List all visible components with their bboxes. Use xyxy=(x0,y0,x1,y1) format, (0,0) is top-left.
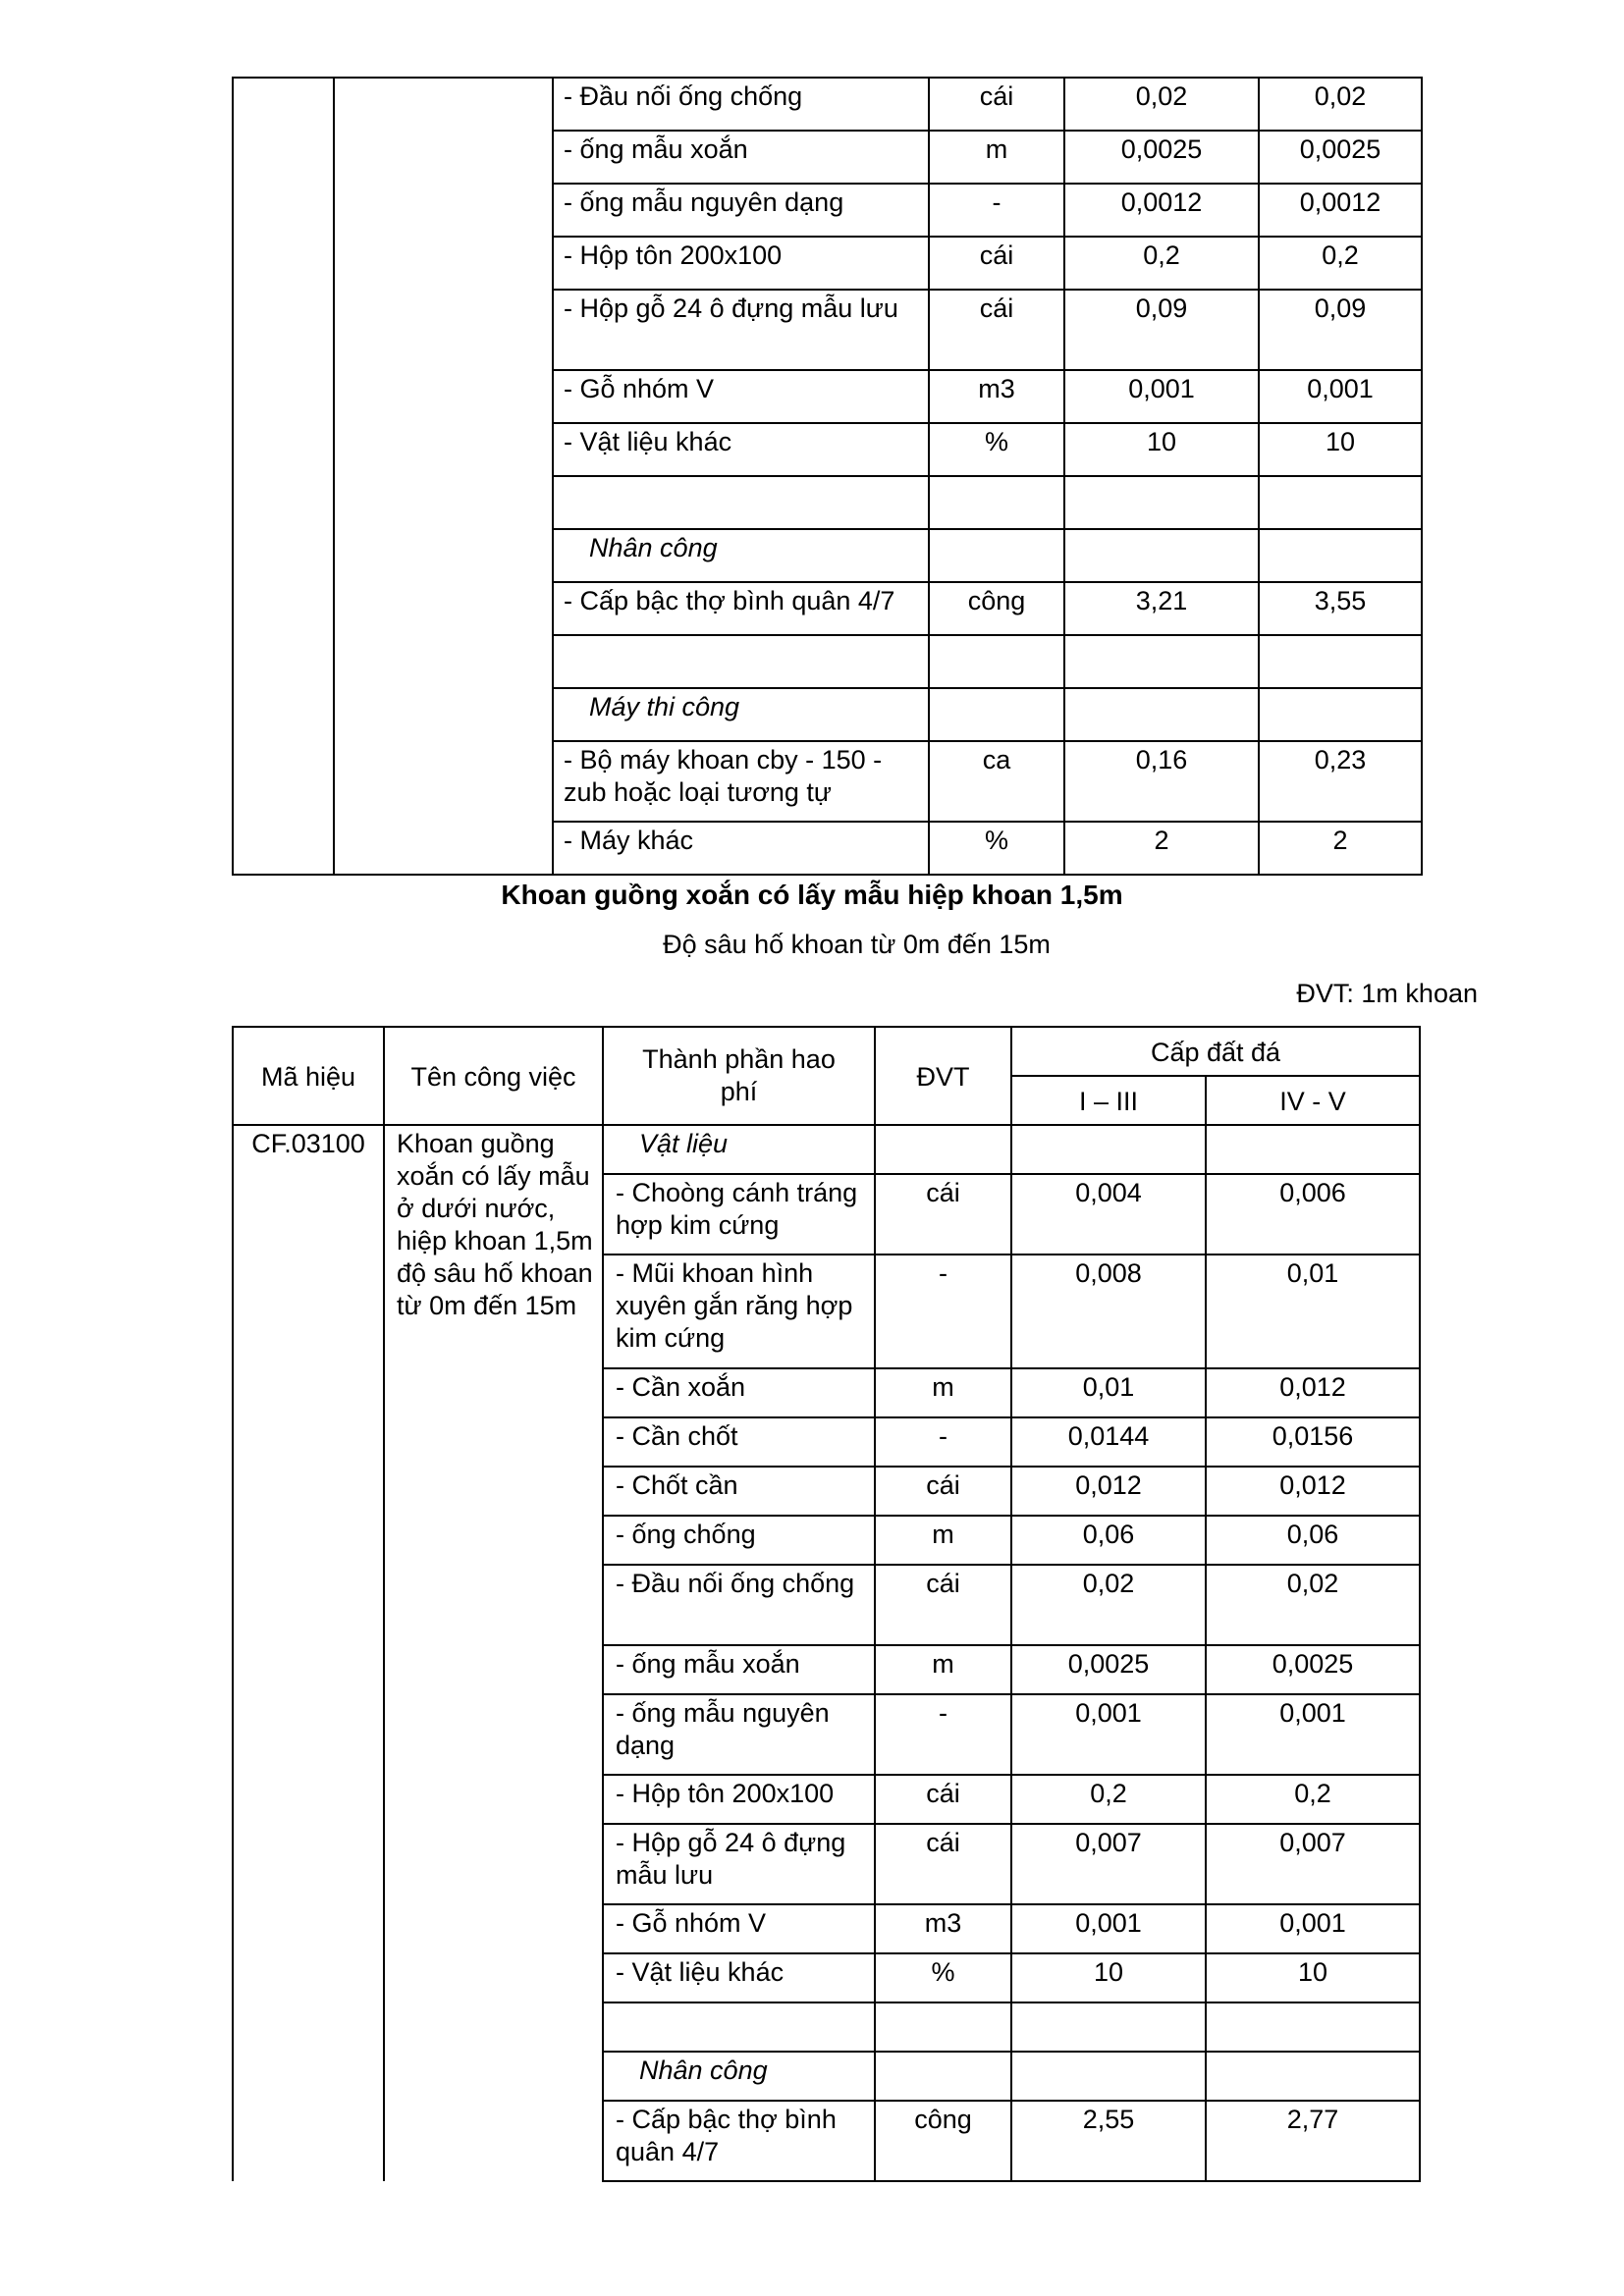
table-row xyxy=(233,370,1422,423)
component-cell: - Máy khác xyxy=(553,822,929,875)
value-cell: 2 xyxy=(1259,822,1422,875)
value-cell: 0,06 xyxy=(1206,1516,1420,1565)
component-cell: - Gỗ nhóm V xyxy=(603,1904,875,1953)
unit-cell: cái xyxy=(875,1824,1011,1904)
value-cell: 0,2 xyxy=(1259,237,1422,290)
unit-cell xyxy=(929,476,1064,529)
component-cell xyxy=(553,635,929,688)
unit-cell: - xyxy=(929,184,1064,237)
code-cell xyxy=(233,529,334,582)
code-cell xyxy=(233,237,334,290)
unit-cell: cái xyxy=(929,237,1064,290)
value-cell: 10 xyxy=(1011,1953,1206,2002)
code-cell xyxy=(233,78,334,131)
value-cell: 2,77 xyxy=(1206,2101,1420,2181)
unit-cell xyxy=(875,2002,1011,2052)
component-cell: - Hộp tôn 200x100 xyxy=(553,237,929,290)
value-cell: 0,0025 xyxy=(1259,131,1422,184)
value-cell: 0,02 xyxy=(1259,78,1422,131)
code-cell xyxy=(233,476,334,529)
unit-cell: m xyxy=(875,1368,1011,1417)
value-cell xyxy=(1259,529,1422,582)
value-cell: 0,0012 xyxy=(1259,184,1422,237)
work-cell xyxy=(334,582,553,635)
component-cell: - Hộp gỗ 24 ô đựng mẫu lưu xyxy=(553,290,929,370)
value-cell xyxy=(1259,635,1422,688)
value-cell: 0,001 xyxy=(1206,1904,1420,1953)
work-cell xyxy=(334,741,553,822)
value-cell: 0,001 xyxy=(1206,1694,1420,1775)
unit-cell: m xyxy=(929,131,1064,184)
work-cell xyxy=(334,688,553,741)
code-cell xyxy=(233,131,334,184)
table-row xyxy=(233,822,1422,875)
value-cell: 0,23 xyxy=(1259,741,1422,822)
unit-cell xyxy=(875,1125,1011,1174)
value-cell: 0,02 xyxy=(1206,1565,1420,1645)
value-cell: 0,012 xyxy=(1206,1368,1420,1417)
value-cell: 0,007 xyxy=(1206,1824,1420,1904)
unit-cell: % xyxy=(929,423,1064,476)
code-cell xyxy=(233,290,334,370)
unit-cell: cái xyxy=(929,290,1064,370)
work-cell xyxy=(334,290,553,370)
unit-cell xyxy=(875,2052,1011,2101)
header-grade: Cấp đất đá xyxy=(1011,1027,1420,1076)
value-cell xyxy=(1011,1125,1206,1174)
component-cell: - Bộ máy khoan cby - 150 - zub hoặc loại tương tự xyxy=(553,741,929,822)
value-cell: 3,21 xyxy=(1064,582,1259,635)
component-cell: Nhân công xyxy=(553,529,929,582)
table-row xyxy=(233,476,1422,529)
value-cell xyxy=(1064,529,1259,582)
value-cell: 0,007 xyxy=(1011,1824,1206,1904)
header-grade-1: I – III xyxy=(1011,1076,1206,1125)
component-cell: - Đầu nối ống chống xyxy=(603,1565,875,1645)
value-cell: 10 xyxy=(1064,423,1259,476)
value-cell: 2,55 xyxy=(1011,2101,1206,2181)
code-cell xyxy=(233,184,334,237)
header-component: Thành phần hao phí xyxy=(603,1027,875,1125)
work-cell xyxy=(334,476,553,529)
unit-cell: m3 xyxy=(875,1904,1011,1953)
unit-note: ĐVT: 1m khoan xyxy=(1296,979,1478,1008)
work-cell xyxy=(334,78,553,131)
unit-cell: m3 xyxy=(929,370,1064,423)
value-cell: 0,004 xyxy=(1011,1174,1206,1255)
component-cell: - ống mẫu nguyên dạng xyxy=(553,184,929,237)
component-cell: - ống mẫu xoắn xyxy=(553,131,929,184)
component-cell: - Hộp gỗ 24 ô đựng mẫu lưu xyxy=(603,1824,875,1904)
value-cell xyxy=(1011,2052,1206,2101)
value-cell: 0,0144 xyxy=(1011,1417,1206,1467)
work-cell xyxy=(334,131,553,184)
unit-cell: cái xyxy=(875,1775,1011,1824)
code-cell xyxy=(233,635,334,688)
work-cell xyxy=(334,370,553,423)
value-cell xyxy=(1259,476,1422,529)
component-cell: - Vật liệu khác xyxy=(603,1953,875,2002)
value-cell: 10 xyxy=(1259,423,1422,476)
value-cell: 10 xyxy=(1206,1953,1420,2002)
unit-cell: - xyxy=(875,1417,1011,1467)
value-cell: 0,012 xyxy=(1206,1467,1420,1516)
unit-cell: - xyxy=(875,1694,1011,1775)
unit-cell: m xyxy=(875,1645,1011,1694)
component-cell: - Gỗ nhóm V xyxy=(553,370,929,423)
value-cell: 0,0025 xyxy=(1011,1645,1206,1694)
work-cell xyxy=(334,184,553,237)
value-cell: 0,06 xyxy=(1011,1516,1206,1565)
work-cell xyxy=(334,635,553,688)
component-cell: - Cần chốt xyxy=(603,1417,875,1467)
unit-cell: công xyxy=(929,582,1064,635)
value-cell: 0,02 xyxy=(1064,78,1259,131)
unit-cell xyxy=(929,529,1064,582)
value-cell xyxy=(1259,688,1422,741)
component-cell: - ống mẫu nguyên dạng xyxy=(603,1694,875,1775)
component-cell: - Cấp bậc thợ bình quân 4/7 xyxy=(603,2101,875,2181)
table-row xyxy=(233,78,1422,131)
value-cell: 0,01 xyxy=(1206,1255,1420,1368)
work-cell xyxy=(334,529,553,582)
section-subtitle: Độ sâu hố khoan từ 0m đến 15m xyxy=(663,930,1051,959)
header-code: Mã hiệu xyxy=(233,1027,384,1125)
value-cell: 0,2 xyxy=(1011,1775,1206,1824)
value-cell xyxy=(1064,476,1259,529)
value-cell: 0,2 xyxy=(1206,1775,1420,1824)
header-work: Tên công việc xyxy=(384,1027,603,1125)
value-cell: 0,02 xyxy=(1011,1565,1206,1645)
work-cell xyxy=(334,822,553,875)
unit-cell: % xyxy=(929,822,1064,875)
value-cell xyxy=(1064,688,1259,741)
unit-cell: - xyxy=(875,1255,1011,1368)
table-row xyxy=(233,131,1422,184)
value-cell: 0,09 xyxy=(1064,290,1259,370)
unit-cell: công xyxy=(875,2101,1011,2181)
value-cell: 0,0156 xyxy=(1206,1417,1420,1467)
header-grade-2: IV - V xyxy=(1206,1076,1420,1125)
value-cell: 0,0025 xyxy=(1064,131,1259,184)
component-cell: - ống mẫu xoắn xyxy=(603,1645,875,1694)
header-unit: ĐVT xyxy=(875,1027,1011,1125)
code-cell xyxy=(233,582,334,635)
unit-cell: % xyxy=(875,1953,1011,2002)
value-cell: 0,2 xyxy=(1064,237,1259,290)
value-cell xyxy=(1011,2002,1206,2052)
component-cell: - Cần xoắn xyxy=(603,1368,875,1417)
value-cell xyxy=(1206,2052,1420,2101)
value-cell: 3,55 xyxy=(1259,582,1422,635)
unit-cell xyxy=(929,688,1064,741)
value-cell: 0,09 xyxy=(1259,290,1422,370)
value-cell: 0,01 xyxy=(1011,1368,1206,1417)
table-row xyxy=(233,741,1422,822)
work-cell xyxy=(334,423,553,476)
table-row xyxy=(233,1125,1420,1174)
code-cell xyxy=(233,688,334,741)
component-cell: - Đầu nối ống chống xyxy=(553,78,929,131)
value-cell: 0,001 xyxy=(1011,1694,1206,1775)
table-row xyxy=(233,184,1422,237)
component-cell: - ống chống xyxy=(603,1516,875,1565)
value-cell: 0,008 xyxy=(1011,1255,1206,1368)
table-row xyxy=(233,237,1422,290)
unit-cell: ca xyxy=(929,741,1064,822)
work-cell xyxy=(334,237,553,290)
value-cell: 0,16 xyxy=(1064,741,1259,822)
value-cell: 0,0012 xyxy=(1064,184,1259,237)
code-cell xyxy=(233,370,334,423)
unit-cell: cái xyxy=(929,78,1064,131)
unit-cell: m xyxy=(875,1516,1011,1565)
component-cell xyxy=(603,2002,875,2052)
code-cell: CF.03100 xyxy=(233,1125,384,2181)
table-row xyxy=(233,582,1422,635)
value-cell: 0,0025 xyxy=(1206,1645,1420,1694)
component-cell: - Vật liệu khác xyxy=(553,423,929,476)
unit-cell: cái xyxy=(875,1467,1011,1516)
component-cell: Nhân công xyxy=(603,2052,875,2101)
continuation-table xyxy=(232,77,1423,876)
component-cell: Vật liệu xyxy=(603,1125,875,1174)
value-cell xyxy=(1064,635,1259,688)
work-cell: Khoan guồng xoắn có lấy mẫu ở dưới nước, hiệp khoan 1,5m độ sâu hố khoan từ 0m đến 15m xyxy=(384,1125,603,2181)
value-cell xyxy=(1206,2002,1420,2052)
value-cell: 2 xyxy=(1064,822,1259,875)
code-cell xyxy=(233,822,334,875)
value-cell xyxy=(1206,1125,1420,1174)
component-cell: - Hộp tôn 200x100 xyxy=(603,1775,875,1824)
value-cell: 0,012 xyxy=(1011,1467,1206,1516)
section-title: Khoan guồng xoắn có lấy mẫu hiệp khoan 1,5m xyxy=(501,880,1123,910)
value-cell: 0,001 xyxy=(1011,1904,1206,1953)
value-cell: 0,001 xyxy=(1064,370,1259,423)
component-cell: - Choòng cánh tráng hợp kim cứng xyxy=(603,1174,875,1255)
norm-table xyxy=(232,1026,1421,2182)
component-cell: - Mũi khoan hình xuyên gắn răng hợp kim cứng xyxy=(603,1255,875,1368)
unit-cell: cái xyxy=(875,1565,1011,1645)
component-cell: - Cấp bậc thợ bình quân 4/7 xyxy=(553,582,929,635)
component-cell: Máy thi công xyxy=(553,688,929,741)
value-cell: 0,001 xyxy=(1259,370,1422,423)
component-cell xyxy=(553,476,929,529)
table-row xyxy=(233,290,1422,370)
table-row xyxy=(233,423,1422,476)
unit-cell: cái xyxy=(875,1174,1011,1255)
table-row xyxy=(233,529,1422,582)
unit-cell xyxy=(929,635,1064,688)
component-cell: - Chốt cần xyxy=(603,1467,875,1516)
value-cell: 0,006 xyxy=(1206,1174,1420,1255)
table-row xyxy=(233,635,1422,688)
code-cell xyxy=(233,423,334,476)
code-cell xyxy=(233,741,334,822)
table-row xyxy=(233,688,1422,741)
